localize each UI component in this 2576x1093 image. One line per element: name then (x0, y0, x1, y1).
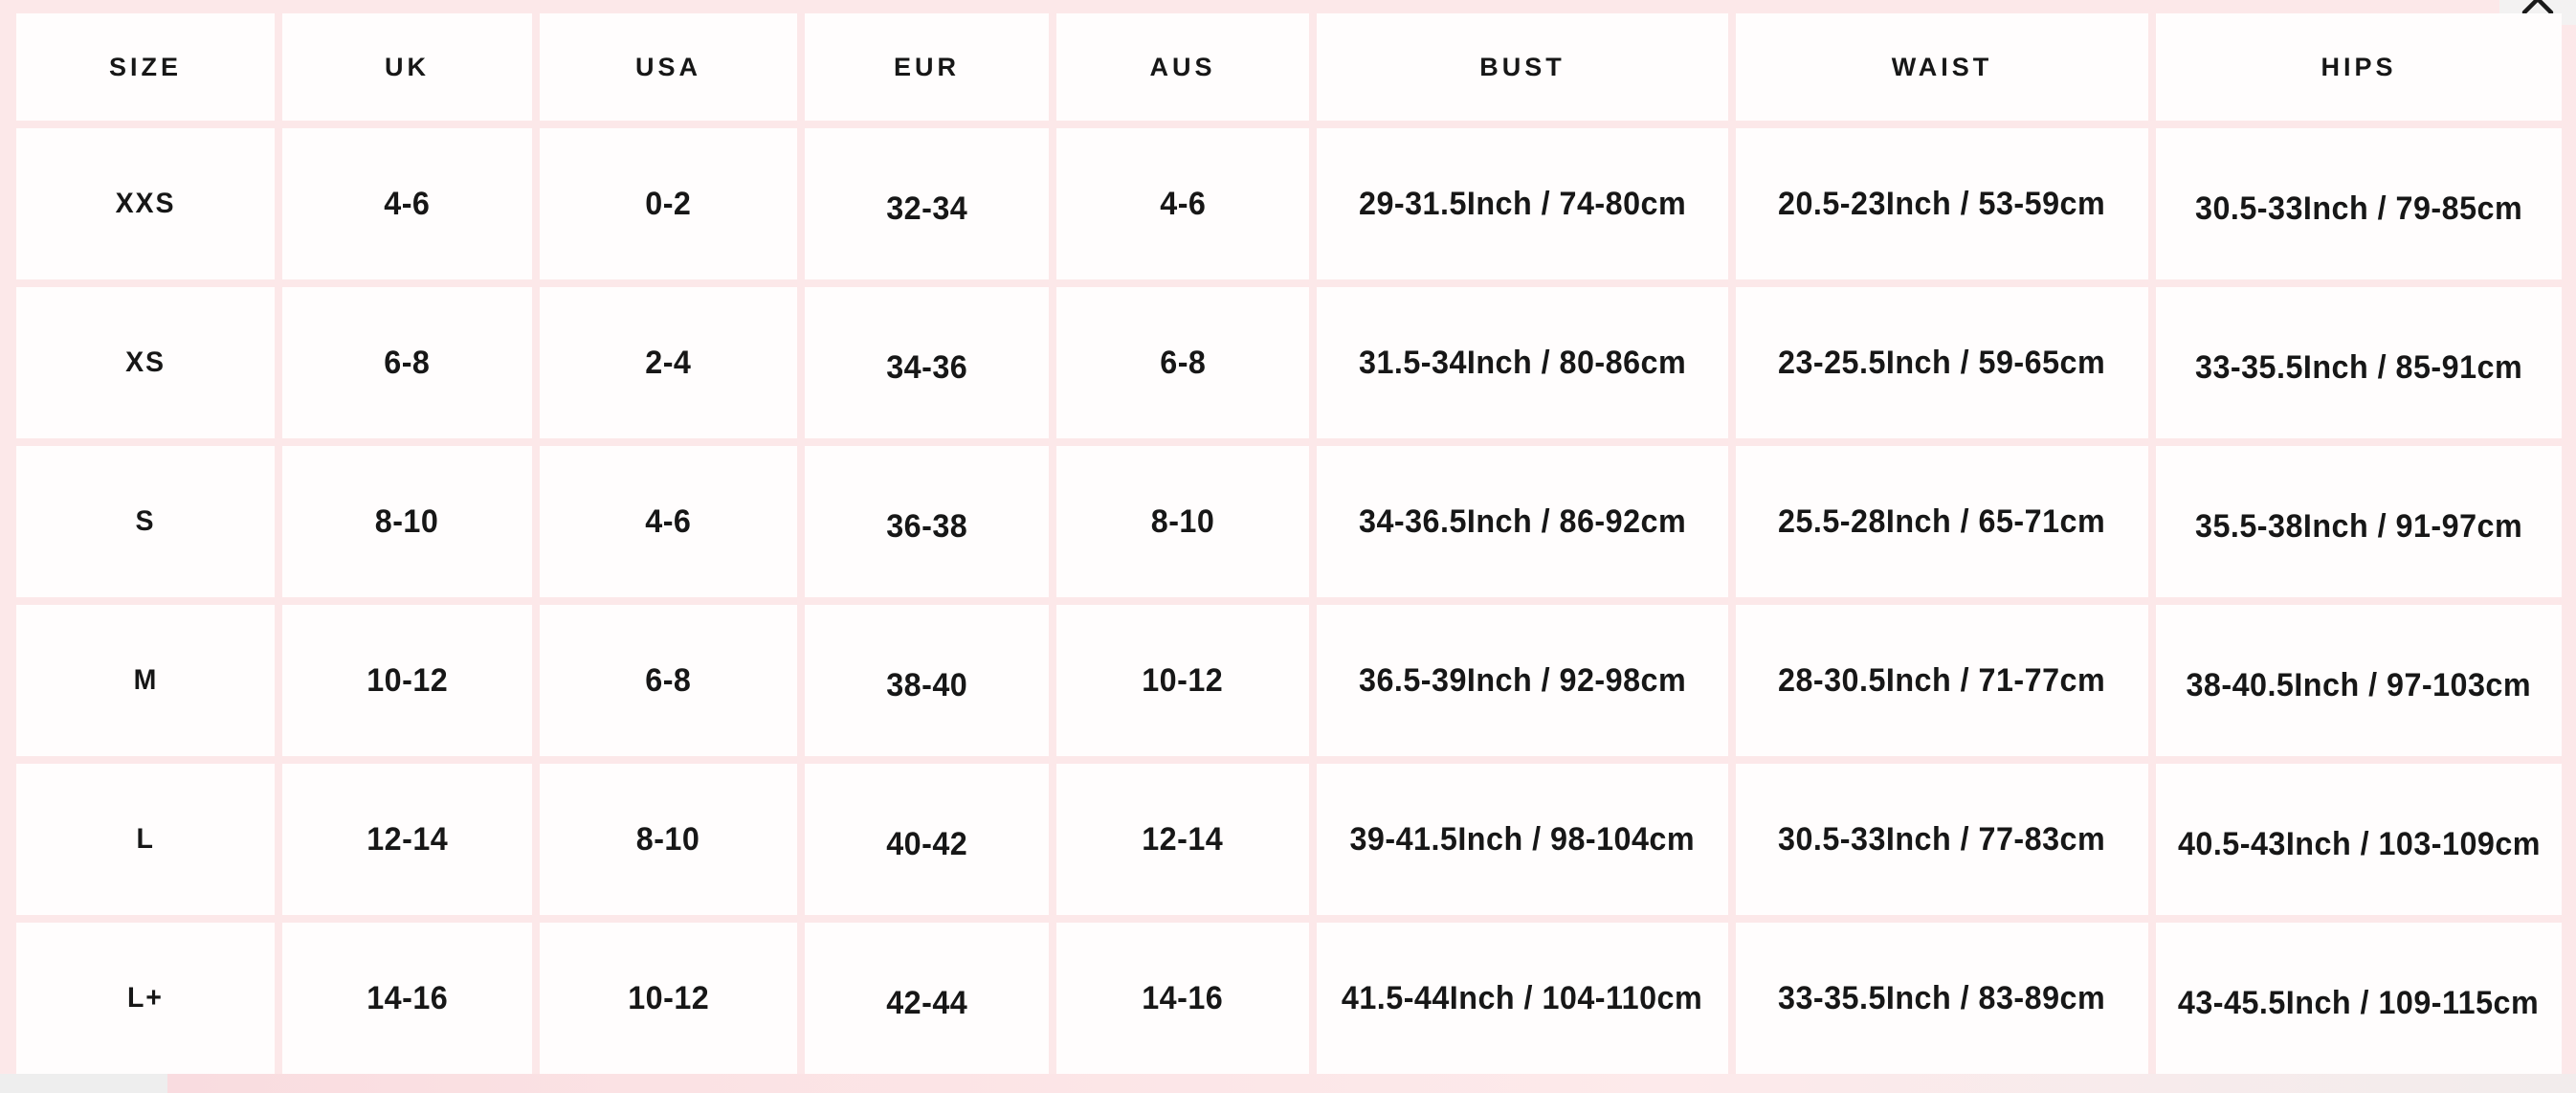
cell-eur (805, 128, 1049, 279)
size-label: S (135, 505, 156, 537)
aus-value: 12-14 (1142, 820, 1224, 858)
cell-eur (805, 287, 1049, 438)
bust-value: 34-36.5Inch / 86-92cm (1358, 502, 1687, 540)
cell-waist (1736, 923, 2148, 1074)
size-label: M (133, 664, 158, 696)
usa-value: 0-2 (645, 185, 692, 222)
cell-waist (1736, 605, 2148, 756)
cell-bust (1317, 764, 1728, 915)
cell-aus (1056, 923, 1309, 1074)
usa-value: 2-4 (645, 344, 692, 381)
size-label: L (136, 823, 155, 855)
waist-value: 20.5-23Inch / 53-59cm (1778, 185, 2106, 222)
size-label: XXS (115, 188, 176, 219)
cell-hips (2156, 923, 2562, 1074)
column-header-label: USA (634, 52, 701, 81)
size-label: XS (125, 346, 166, 378)
aus-value: 6-8 (1159, 344, 1207, 381)
column-header-size (16, 13, 275, 121)
usa-value: 10-12 (628, 979, 709, 1016)
eur-value: 40-42 (886, 825, 967, 862)
eur-value: 32-34 (886, 190, 967, 227)
cell-usa (540, 605, 797, 756)
size-table (16, 13, 2562, 1074)
column-header-label: SIZE (108, 52, 182, 81)
eur-value: 36-38 (886, 507, 967, 545)
cell-usa (540, 764, 797, 915)
column-header-label: WAIST (1891, 52, 1993, 81)
uk-value: 12-14 (366, 820, 448, 858)
bust-value: 29-31.5Inch / 74-80cm (1358, 185, 1687, 222)
aus-value: 10-12 (1142, 661, 1224, 699)
cell-uk (282, 128, 532, 279)
column-header-uk (282, 13, 532, 121)
waist-value: 25.5-28Inch / 65-71cm (1778, 502, 2106, 540)
eur-value: 38-40 (886, 666, 967, 703)
bust-value: 31.5-34Inch / 80-86cm (1358, 344, 1687, 381)
horizontal-scrollbar[interactable] (0, 1074, 2576, 1093)
cell-uk (282, 923, 532, 1074)
column-header-bust (1317, 13, 1728, 121)
usa-value: 4-6 (645, 502, 692, 540)
column-header-aus (1056, 13, 1309, 121)
hips-value: 43-45.5Inch / 109-115cm (2178, 984, 2540, 1021)
cell-eur (805, 446, 1049, 597)
uk-value: 10-12 (366, 661, 448, 699)
cell-aus (1056, 128, 1309, 279)
cell-usa (540, 446, 797, 597)
eur-value: 34-36 (886, 348, 967, 386)
cell-waist (1736, 446, 2148, 597)
cell-size (16, 923, 275, 1074)
bust-value: 36.5-39Inch / 92-98cm (1358, 661, 1687, 699)
cell-aus (1056, 764, 1309, 915)
aus-value: 14-16 (1142, 979, 1224, 1016)
hips-value: 33-35.5Inch / 85-91cm (2194, 348, 2523, 386)
scrollbar-thumb[interactable] (0, 1074, 167, 1093)
cell-aus (1056, 287, 1309, 438)
hips-value: 40.5-43Inch / 103-109cm (2177, 825, 2541, 862)
cell-uk (282, 605, 532, 756)
usa-value: 6-8 (645, 661, 692, 699)
cell-hips (2156, 764, 2562, 915)
cell-bust (1317, 923, 1728, 1074)
cell-hips (2156, 128, 2562, 279)
cell-size (16, 128, 275, 279)
uk-value: 8-10 (375, 502, 439, 540)
cell-waist (1736, 128, 2148, 279)
cell-size (16, 605, 275, 756)
cell-eur (805, 764, 1049, 915)
cell-bust (1317, 287, 1728, 438)
cell-uk (282, 287, 532, 438)
cell-aus (1056, 446, 1309, 597)
eur-value: 42-44 (886, 984, 967, 1021)
cell-hips (2156, 287, 2562, 438)
cell-usa (540, 923, 797, 1074)
cell-bust (1317, 605, 1728, 756)
hips-value: 38-40.5Inch / 97-103cm (2186, 666, 2532, 703)
column-header-usa (540, 13, 797, 121)
size-label: L+ (127, 982, 164, 1014)
column-header-label: HIPS (2321, 52, 2397, 81)
column-header-label: EUR (893, 52, 960, 81)
bust-value: 41.5-44Inch / 104-110cm (1342, 979, 1703, 1016)
uk-value: 14-16 (366, 979, 448, 1016)
column-header-label: AUS (1149, 52, 1216, 81)
uk-value: 6-8 (384, 344, 431, 381)
aus-value: 4-6 (1159, 185, 1207, 222)
usa-value: 8-10 (636, 820, 700, 858)
cell-size (16, 446, 275, 597)
waist-value: 33-35.5Inch / 83-89cm (1778, 979, 2106, 1016)
waist-value: 23-25.5Inch / 59-65cm (1778, 344, 2106, 381)
cell-uk (282, 446, 532, 597)
waist-value: 28-30.5Inch / 71-77cm (1778, 661, 2106, 699)
cell-size (16, 764, 275, 915)
cell-waist (1736, 764, 2148, 915)
column-header-waist (1736, 13, 2148, 121)
cell-hips (2156, 446, 2562, 597)
cell-usa (540, 287, 797, 438)
cell-hips (2156, 605, 2562, 756)
cell-eur (805, 605, 1049, 756)
hips-value: 35.5-38Inch / 91-97cm (2194, 507, 2523, 545)
cell-waist (1736, 287, 2148, 438)
cell-bust (1317, 128, 1728, 279)
bust-value: 39-41.5Inch / 98-104cm (1349, 820, 1696, 858)
column-header-hips (2156, 13, 2562, 121)
cell-eur (805, 923, 1049, 1074)
cell-bust (1317, 446, 1728, 597)
column-header-eur (805, 13, 1049, 121)
hips-value: 30.5-33Inch / 79-85cm (2194, 190, 2523, 227)
cell-size (16, 287, 275, 438)
cell-aus (1056, 605, 1309, 756)
column-header-label: BUST (1479, 52, 1566, 81)
uk-value: 4-6 (384, 185, 431, 222)
column-header-label: UK (385, 52, 430, 81)
waist-value: 30.5-33Inch / 77-83cm (1778, 820, 2106, 858)
cell-uk (282, 764, 532, 915)
cell-usa (540, 128, 797, 279)
aus-value: 8-10 (1150, 502, 1215, 540)
